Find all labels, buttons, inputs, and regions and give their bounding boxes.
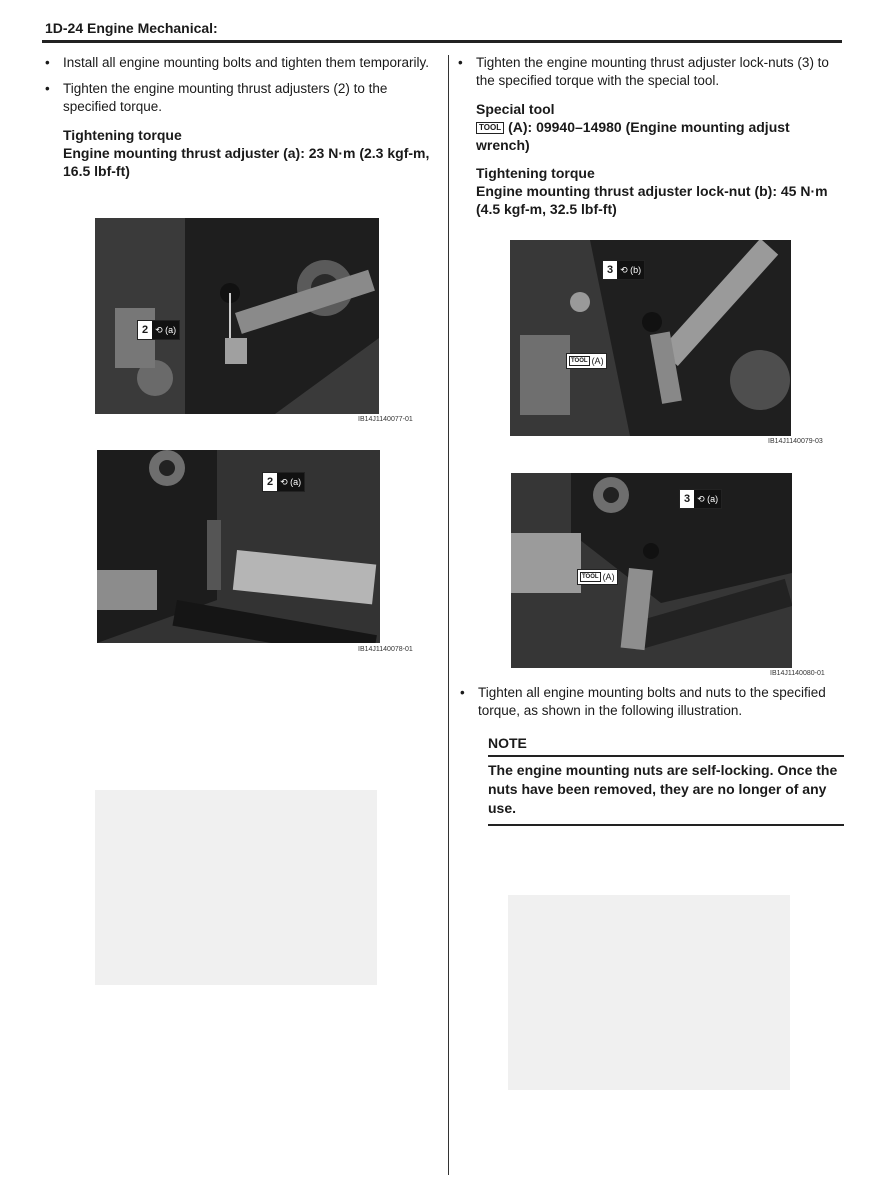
callout-number: 3	[684, 493, 691, 505]
photo-adjuster-1	[95, 218, 379, 414]
callout-number: 3	[607, 264, 614, 276]
bullet-item	[460, 684, 845, 720]
photo-adjuster-2	[97, 450, 380, 643]
callout-ref: (a)	[290, 477, 302, 487]
note-body: The engine mounting nuts are self-locking. Once the nuts have been removed, they are no longer of any use.	[488, 757, 844, 826]
bullet-tighten-all	[460, 684, 845, 728]
photo-locknut-1	[510, 240, 791, 436]
bullet-text: Tighten all engine mounting bolts and nuts to the specified torque, as shown in the following illustration.	[478, 685, 826, 718]
header-rule	[42, 40, 842, 43]
column-divider	[448, 55, 449, 1175]
bullet-text: Install all engine mounting bolts and tighten them temporarily.	[63, 55, 429, 70]
callout-locknut-1	[602, 260, 645, 280]
tightening-torque-spec-right: Engine mounting thrust adjuster lock-nut (b): 45 N·m (4.5 kgf-m, 32.5 lbf-ft)	[476, 183, 828, 217]
note-box	[488, 735, 844, 826]
special-tool-text: (A): 09940–14980 (Engine mounting adjust wrench)	[476, 119, 790, 153]
tool-label-text: (A)	[591, 356, 604, 366]
callout-adjuster-1	[137, 320, 180, 340]
tool-label-a	[566, 353, 607, 369]
special-tool-spec	[476, 118, 843, 154]
bullet-tighten-locknuts	[458, 54, 843, 90]
left-column	[45, 54, 430, 180]
tool-label-text: (A)	[602, 572, 615, 582]
torque-wrench-icon: ⟲ (b)	[617, 261, 644, 279]
photo-adjuster-2-image	[97, 450, 380, 643]
bullet-dot: •	[458, 55, 463, 70]
torque-wrench-icon: ⟲ (a)	[694, 490, 721, 508]
photo-caption-2: IB14J1140078-01	[358, 646, 413, 653]
callout-adjuster-2	[262, 472, 305, 492]
tool-icon: TOOL	[571, 358, 588, 364]
note-title: NOTE	[488, 735, 844, 757]
photo-caption-1: IB14J1140077-01	[358, 416, 413, 423]
bullet-dot: •	[45, 81, 50, 96]
tool-icon: TOOL	[476, 122, 504, 134]
callout-ref: (a)	[707, 494, 719, 504]
callout-number: 2	[142, 324, 149, 336]
special-tool-title: Special tool	[476, 101, 555, 117]
tool-label-a	[577, 569, 618, 585]
callout-ref: (a)	[165, 325, 177, 335]
photo-adjuster-1-image	[95, 218, 379, 414]
bullet-text: Tighten the engine mounting thrust adjuster lock-nuts (3) to the specified torque with the special tool.	[476, 55, 829, 88]
tightening-torque-spec: Engine mounting thrust adjuster (a): 23 N·m (2.3 kgf-m, 16.5 lbf-ft)	[63, 145, 430, 179]
torque-wrench-icon: ⟲ (a)	[152, 321, 179, 339]
photo-locknut-2-image	[511, 473, 792, 668]
photo-caption-4: IB14J1140080-01	[770, 670, 825, 677]
bullet-text: Tighten the engine mounting thrust adjusters (2) to the specified torque.	[63, 81, 388, 114]
page-header: 1D-24 Engine Mechanical:	[45, 20, 218, 36]
right-column	[458, 54, 843, 218]
bullet-dot: •	[45, 55, 50, 70]
callout-ref: (b)	[630, 265, 642, 275]
callout-locknut-2	[679, 489, 722, 509]
bleed-through-right	[508, 895, 790, 1090]
bullet-install-bolts	[45, 54, 430, 72]
callout-number: 2	[267, 476, 274, 488]
tightening-torque-title-right: Tightening torque	[476, 165, 595, 181]
bullet-dot: •	[460, 685, 465, 700]
tool-icon: TOOL	[582, 574, 599, 580]
bullet-tighten-adjusters	[45, 80, 430, 116]
bleed-through-left	[95, 790, 377, 985]
tightening-torque-title: Tightening torque	[63, 127, 182, 143]
torque-wrench-icon: ⟲ (a)	[277, 473, 304, 491]
photo-locknut-1-image	[510, 240, 791, 436]
photo-locknut-2	[511, 473, 792, 668]
photo-caption-3: IB14J1140079-03	[768, 438, 823, 445]
